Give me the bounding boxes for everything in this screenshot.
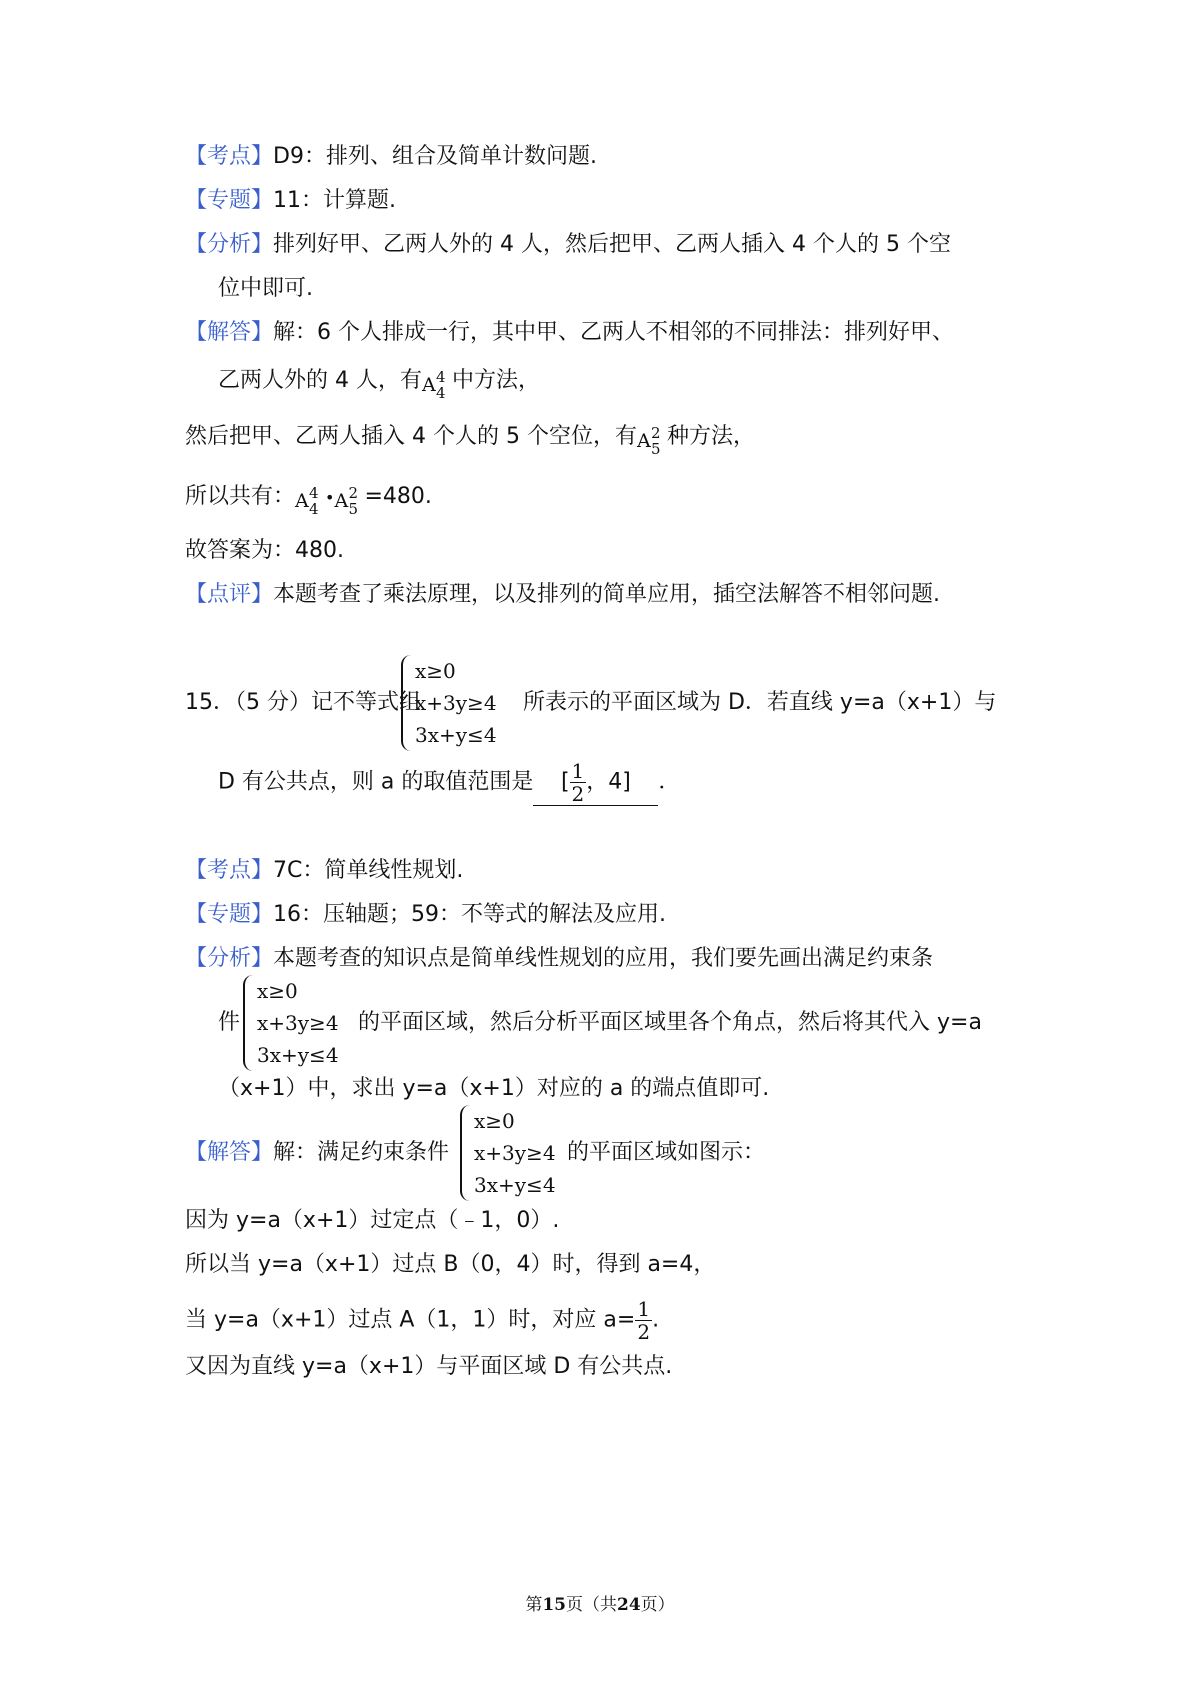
kaodian-line-1 [185, 142, 597, 172]
q15-text-2a: D 有公共点，则 a 的取值范围是 [218, 769, 534, 795]
ineq-row: 3x+y≤4 [257, 1043, 339, 1067]
zhuanti-text: 16：压轴题；59：不等式的解法及应用. [273, 902, 666, 927]
perm-letter: A [421, 374, 436, 396]
zhuanti-tag: 【专题】 [185, 902, 274, 927]
perm-sub: 4 [309, 500, 319, 518]
footer-text: 第 [525, 1595, 543, 1615]
zhuanti-tag: 【专题】 [185, 188, 274, 213]
fenxi-text-2b: 的平面区域，然后分析平面区域里各个角点，然后将其代入 y=a [358, 1010, 982, 1035]
ineq-row: x≥0 [474, 1109, 515, 1133]
ineq-row: x+3y≥4 [257, 1011, 339, 1035]
solution-text-4b: =480. [364, 484, 432, 509]
fenxi-tag: 【分析】 [185, 232, 274, 257]
ineq-row: x≥0 [257, 979, 298, 1003]
fraction-numerator: 1 [571, 759, 585, 783]
q15-line-1 [185, 688, 996, 718]
perm-sub: 5 [348, 500, 358, 518]
fenxi-text: 本题考查的知识点是简单线性规划的应用，我们要先画出满足约束条 [273, 946, 934, 971]
jieda-text: 解：6 个人排成一行，其中甲、乙两人不相邻的不同排法：排列好甲、 [273, 320, 955, 345]
solution2-text-b: 所以当 y=a（x+1）过点 B（0，4）时，得到 a=4， [185, 1252, 716, 1277]
solution2-line-c [185, 1298, 659, 1343]
ineq-row: 3x+y≤4 [415, 723, 497, 747]
perm-sub: 4 [435, 384, 446, 402]
kaodian-tag: 【考点】 [185, 144, 274, 169]
perm-sup: 4 [435, 368, 446, 386]
fenxi-line-1 [185, 230, 951, 260]
jieda-inequality-system [460, 1105, 570, 1201]
ineq-row: x+3y≥4 [474, 1141, 556, 1165]
answer-fraction [570, 760, 587, 805]
brace-icon [460, 1105, 472, 1201]
solution2-text-a: 因为 y=a（x+1）过定点（﹣1，0）. [185, 1208, 560, 1233]
footer-text: 页） [640, 1595, 675, 1615]
perm-a44 [421, 366, 452, 402]
perm-a52 [636, 422, 667, 458]
fenxi-text: 排列好甲、乙两人外的 4 人，然后把甲、乙两人插入 4 个人的 5 个空 [273, 232, 951, 257]
jieda-tag: 【解答】 [185, 1140, 274, 1165]
solution-text-4a: 所以共有： [185, 484, 296, 509]
jieda-text-a: 解：满足约束条件 [273, 1140, 450, 1165]
kaodian-tag: 【考点】 [185, 858, 274, 883]
a-fraction [635, 1298, 652, 1343]
jieda-tag: 【解答】 [185, 320, 274, 345]
solution2-line-a [185, 1206, 559, 1236]
fenxi-tag: 【分析】 [185, 946, 274, 971]
fenxi-text-3: （x+1）中，求出 y=a（x+1）对应的 a 的端点值即可. [218, 1076, 770, 1101]
page-footer [0, 1590, 1200, 1615]
answer-close: ，4] [586, 769, 631, 795]
kaodian-text: 7C：简单线性规划. [273, 858, 464, 883]
solution2-line-d [185, 1352, 672, 1382]
solution2-text-c2: . [652, 1307, 660, 1333]
solution2-text-c1: 当 y=a（x+1）过点 A（1，1）时，对应 a= [185, 1307, 636, 1333]
brace-icon [401, 655, 413, 751]
fenxi-line-2 [185, 944, 933, 974]
perm-a52-b [334, 482, 364, 518]
q15-suffix: 所表示的平面区域为 D．若直线 y=a（x+1）与 [523, 690, 997, 715]
total-pages: 24 [617, 1595, 641, 1615]
jieda-text-b: 的平面区域如图示： [567, 1140, 766, 1165]
solution-text-3b: 种方法， [666, 424, 755, 449]
dianping-line-1 [185, 580, 940, 610]
perm-letter: A [295, 490, 309, 512]
fenxi-line-2-cont2 [218, 1074, 769, 1104]
q15-inequality-system [401, 655, 511, 751]
solution-line-5 [185, 536, 344, 566]
fenxi-text-2a: 件 [218, 1010, 241, 1035]
dianping-tag: 【点评】 [185, 582, 274, 607]
footer-text: 页（共 [566, 1595, 617, 1615]
perm-sup: 4 [309, 484, 319, 502]
fenxi-text-cont: 位中即可. [218, 276, 313, 301]
page-number: 15 [542, 1595, 566, 1615]
ineq-row: x≥0 [415, 659, 456, 683]
fraction-denominator: 2 [571, 782, 585, 806]
q15-line-2 [218, 760, 680, 806]
jieda-text-2a: 乙两人外的 4 人，有 [218, 368, 422, 393]
kaodian-text: D9：排列、组合及简单计数问题. [273, 144, 597, 169]
solution-text-3a: 然后把甲、乙两人插入 4 个人的 5 个空位，有 [185, 424, 637, 449]
answer-bracket: [ [560, 769, 570, 795]
jieda-line-1 [185, 318, 954, 348]
kaodian-line-2 [185, 856, 463, 886]
fraction-denominator: 2 [637, 1320, 651, 1344]
jieda-text-2b: 中方法， [451, 368, 540, 393]
zhuanti-line-1 [185, 186, 396, 216]
solution-line-3 [185, 422, 755, 458]
perm-letter: A [636, 430, 651, 452]
solution-line-4 [185, 482, 432, 518]
perm-letter: A [334, 490, 349, 512]
q15-prefix: 15．（5 分）记不等式组 [185, 690, 421, 715]
answer-text: 故答案为：480. [185, 538, 344, 563]
ineq-row: x+3y≥4 [415, 691, 497, 715]
dianping-text: 本题考查了乘法原理，以及排列的简单应用，插空法解答不相邻问题. [273, 582, 941, 607]
brace-icon [243, 975, 255, 1071]
perm-a44-b [295, 482, 325, 518]
solution2-line-b [185, 1250, 715, 1280]
multiply-dot: • [325, 488, 335, 507]
fraction-numerator: 1 [637, 1297, 651, 1321]
perm-sup: 2 [650, 424, 661, 442]
zhuanti-line-2 [185, 900, 666, 930]
perm-sub: 5 [650, 440, 661, 458]
q15-text-2b: ． [658, 769, 681, 795]
ineq-row: 3x+y≤4 [474, 1173, 556, 1197]
jieda-line-2 [218, 366, 540, 402]
zhuanti-text: 11：计算题. [273, 188, 397, 213]
answer-blank [533, 760, 658, 806]
fenxi-line-1-cont [218, 274, 313, 304]
fenxi-inequality-system [243, 975, 353, 1071]
perm-sup: 2 [348, 484, 358, 502]
solution2-text-d: 又因为直线 y=a（x+1）与平面区域 D 有公共点. [185, 1354, 673, 1379]
